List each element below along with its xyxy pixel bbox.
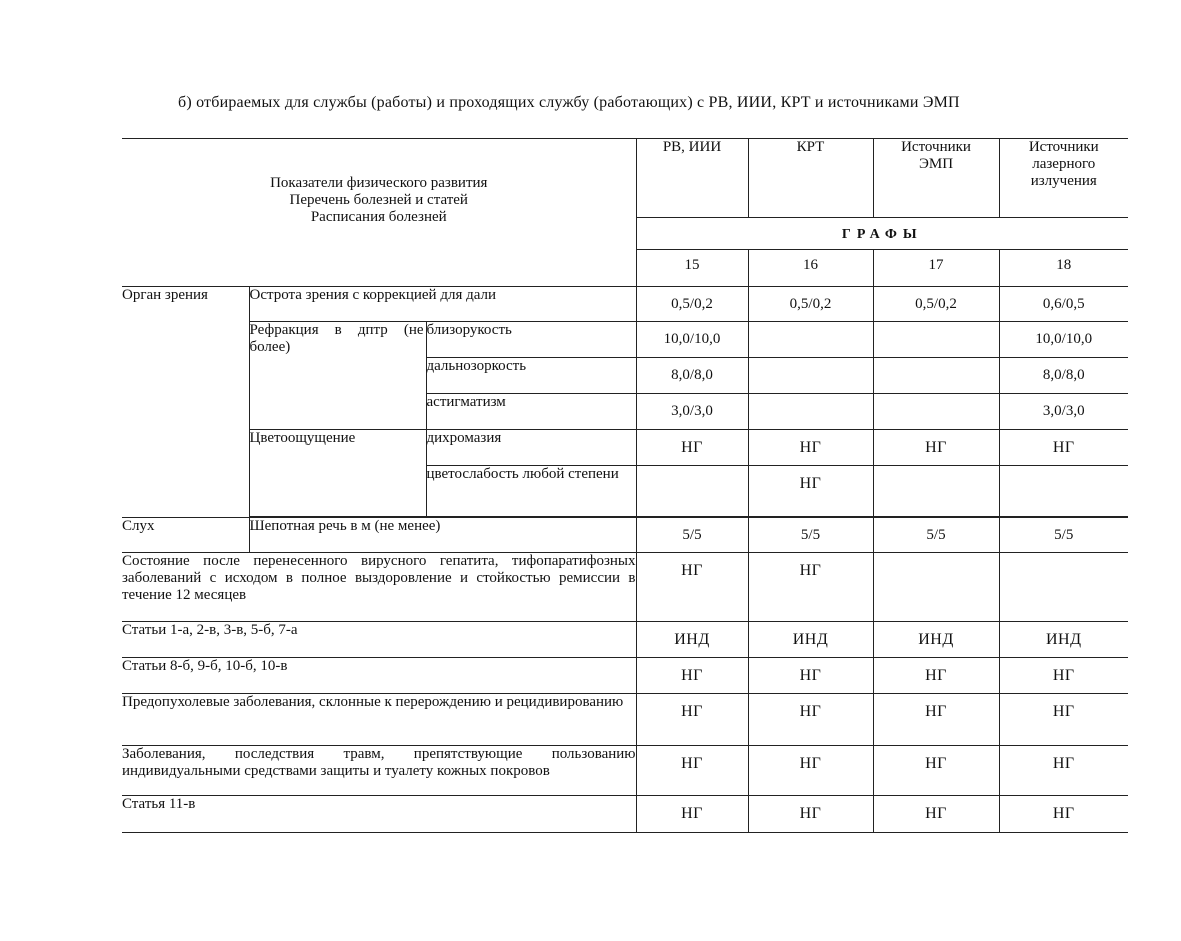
hepatitis-value-16: НГ [748, 553, 873, 622]
dichromasy-value-15: НГ [636, 430, 748, 466]
grafy-header: ГРАФЫ [636, 218, 1128, 250]
article-11-value-16: НГ [748, 796, 873, 833]
whisper-value-18: 5/5 [999, 518, 1128, 553]
column-number-15: 15 [636, 250, 748, 287]
astigmatism-value-16 [748, 394, 873, 430]
hyperopia-label: дальнозоркость [426, 358, 636, 394]
dichromasy-label: дихромазия [426, 430, 636, 466]
pretumor-value-17: НГ [873, 694, 999, 746]
whisper-label: Шепотная речь в м (не менее) [249, 518, 636, 553]
acuity-value-16: 0,5/0,2 [748, 287, 873, 322]
column-header-krt: КРТ [748, 139, 873, 218]
whisper-value-17: 5/5 [873, 518, 999, 553]
dichromasy-value-18: НГ [999, 430, 1128, 466]
myopia-label: близорукость [426, 322, 636, 358]
whisper-value-15: 5/5 [636, 518, 748, 553]
hyperopia-value-18: 8,0/8,0 [999, 358, 1128, 394]
pretumor-value-15: НГ [636, 694, 748, 746]
hepatitis-value-15: НГ [636, 553, 748, 622]
pretumor-label: Предопухолевые заболевания, склонные к перерождению и рецидивированию [122, 694, 636, 746]
hepatitis-value-18 [999, 553, 1128, 622]
article-11-value-18: НГ [999, 796, 1128, 833]
column-number-17: 17 [873, 250, 999, 287]
pretumor-value-16: НГ [748, 694, 873, 746]
astigmatism-value-15: 3,0/3,0 [636, 394, 748, 430]
myopia-value-15: 10,0/10,0 [636, 322, 748, 358]
trauma-value-18: НГ [999, 746, 1128, 796]
myopia-value-16 [748, 322, 873, 358]
acuity-value-17: 0,5/0,2 [873, 287, 999, 322]
dichromasy-value-16: НГ [748, 430, 873, 466]
color-weakness-value-17 [873, 466, 999, 517]
articles-a-value-15: ИНД [636, 622, 748, 658]
column-header-laser: Источники лазерного излучения [999, 139, 1128, 218]
astigmatism-value-17 [873, 394, 999, 430]
trauma-value-16: НГ [748, 746, 873, 796]
acuity-value-18: 0,6/0,5 [999, 287, 1128, 322]
trauma-label: Заболевания, последствия травм, препятствующие пользованию индивидуальными средствами защиты и туалету кожных покровов [122, 746, 636, 796]
articles-b-value-16: НГ [748, 658, 873, 694]
color-weakness-value-16: НГ [748, 466, 873, 517]
indicator-header-line-3: Расписания болезней [310, 209, 447, 225]
color-weakness-value-15 [636, 466, 748, 517]
article-11-value-15: НГ [636, 796, 748, 833]
acuity-value-15: 0,5/0,2 [636, 287, 748, 322]
vision-organ-label: Орган зрения [122, 287, 249, 518]
indicator-header-line-1: Показатели физического развития [270, 175, 488, 191]
refraction-label: Рефракция в дптр (не более) [249, 322, 426, 430]
article-11-label: Статья 11-в [122, 796, 636, 833]
articles-b-value-18: НГ [999, 658, 1128, 694]
indicator-header-line-2: Перечень болезней и статей [289, 192, 468, 208]
article-11-value-17: НГ [873, 796, 999, 833]
color-weakness-label: цветослабость любой степени [426, 466, 636, 517]
indicator-header [122, 139, 636, 287]
articles-b-label: Статьи 8-б, 9-б, 10-б, 10-в [122, 658, 636, 694]
column-number-16: 16 [748, 250, 873, 287]
hepatitis-value-17 [873, 553, 999, 622]
color-weakness-value-18 [999, 466, 1128, 517]
pretumor-value-18: НГ [999, 694, 1128, 746]
astigmatism-value-18: 3,0/3,0 [999, 394, 1128, 430]
requirements-table [122, 138, 1128, 833]
articles-a-value-17: ИНД [873, 622, 999, 658]
column-header-rv-iii: РВ, ИИИ [636, 139, 748, 218]
hepatitis-label: Состояние после перенесенного вирусного гепатита, тифопаратифозных заболеваний с исходом в полное выздоровление и стойкостью ремиссии в течение 12 месяцев [122, 553, 636, 622]
column-header-emp: Источники ЭМП [873, 139, 999, 218]
articles-a-label: Статьи 1-а, 2-в, 3-в, 5-б, 7-а [122, 622, 636, 658]
hyperopia-value-16 [748, 358, 873, 394]
whisper-value-16: 5/5 [748, 518, 873, 553]
myopia-value-17 [873, 322, 999, 358]
hyperopia-value-17 [873, 358, 999, 394]
page-title: б) отбираемых для службы (работы) и проходящих службу (работающих) с РВ, ИИИ, КРТ и источниками ЭМП [178, 94, 960, 111]
dichromasy-value-17: НГ [873, 430, 999, 466]
myopia-value-18: 10,0/10,0 [999, 322, 1128, 358]
articles-b-value-15: НГ [636, 658, 748, 694]
acuity-label: Острота зрения с коррекцией для дали [249, 287, 636, 322]
astigmatism-label: астигматизм [426, 394, 636, 430]
trauma-value-17: НГ [873, 746, 999, 796]
articles-a-value-16: ИНД [748, 622, 873, 658]
articles-b-value-17: НГ [873, 658, 999, 694]
articles-a-value-18: ИНД [999, 622, 1128, 658]
trauma-value-15: НГ [636, 746, 748, 796]
hyperopia-value-15: 8,0/8,0 [636, 358, 748, 394]
color-perception-label: Цветоощущение [249, 430, 426, 517]
hearing-label: Слух [122, 518, 249, 553]
column-number-18: 18 [999, 250, 1128, 287]
